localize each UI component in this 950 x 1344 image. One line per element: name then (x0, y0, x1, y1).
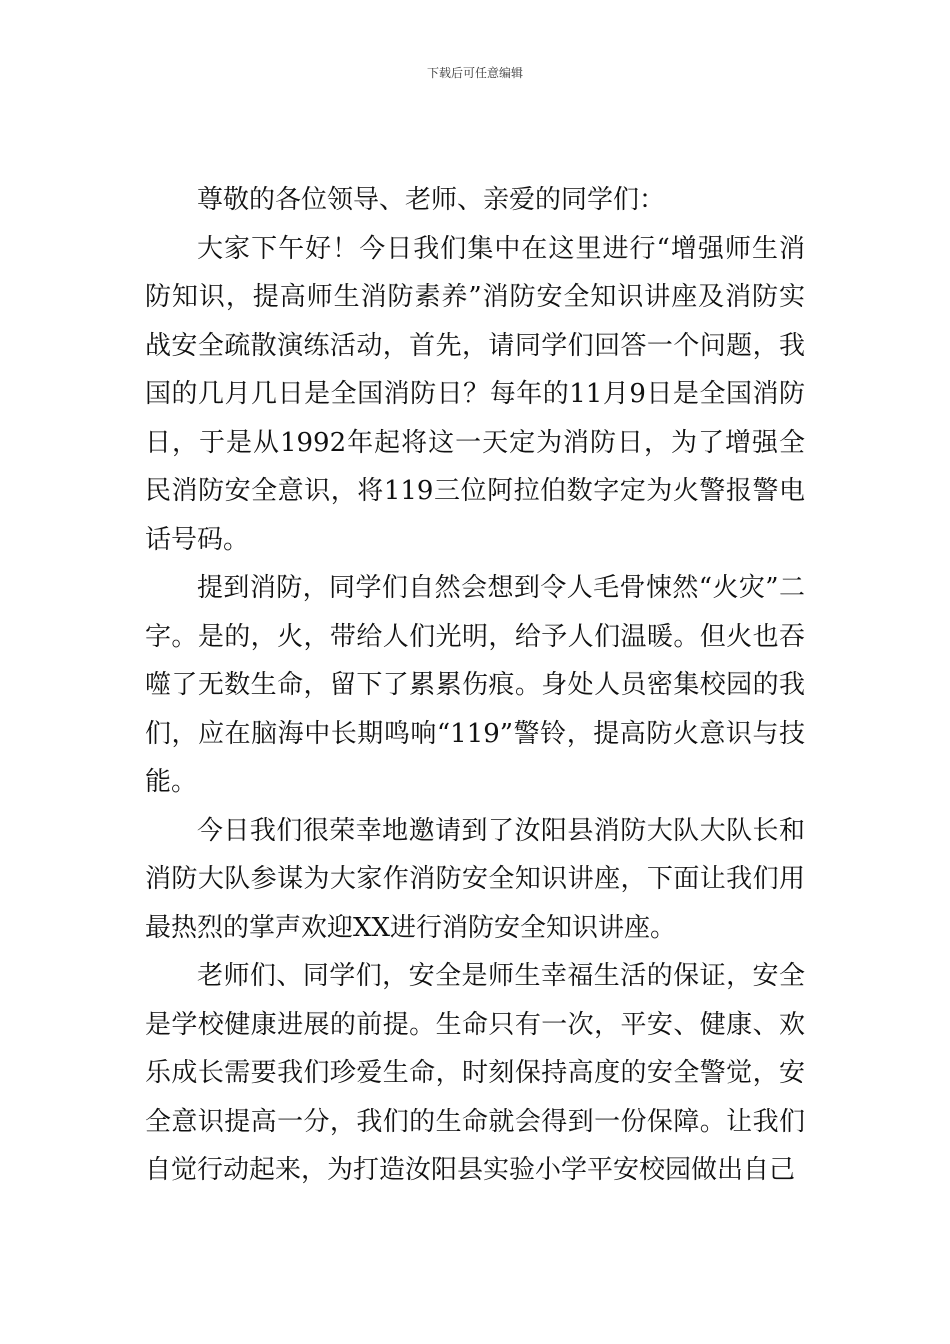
paragraph-1: 大家下午好！今日我们集中在这里进行“增强师生消防知识，提高师生消防素养”消防安全知识讲座及消防实战安全疏散演练活动，首先，请同学们回答一个问题，我国的几月几日是全国消防日？每年的11月9日是全国消防日，于是从1992年起将这一天定为消防日，为了增强全民消防安全意识，将119三位阿拉伯数字定为火警报警电话号码。 (145, 233, 805, 555)
paragraph-4: 老师们、同学们，安全是师生幸福生活的保证，安全是学校健康进展的前提。生命只有一次，平安、健康、欢乐成长需要我们珍爱生命，时刻保持高度的安全警觉，安全意识提高一分，我们的生命就会得到一份保障。让我们自觉行动起来，为打造汝阳县实验小学平安校园做出自己 (145, 961, 805, 1185)
paragraph-3: 今日我们很荣幸地邀请到了汝阳县消防大队大队长和消防大队参谋为大家作消防安全知识讲座，下面让我们用最热烈的掌声欢迎XX进行消防安全知识讲座。 (145, 815, 805, 943)
salutation: 尊敬的各位领导、老师、亲爱的同学们： (197, 185, 666, 215)
page-header: 下载后可任意编辑 (426, 66, 523, 80)
document-body (145, 176, 805, 1195)
paragraph-2: 提到消防，同学们自然会想到令人毛骨悚然“火灾”二字。是的，火，带给人们光明，给予人们温暖。但火也吞噬了无数生命，留下了累累伤痕。身处人员密集校园的我们，应在脑海中长期鸣响“119”警铃，提高防火意识与技能。 (145, 573, 805, 797)
